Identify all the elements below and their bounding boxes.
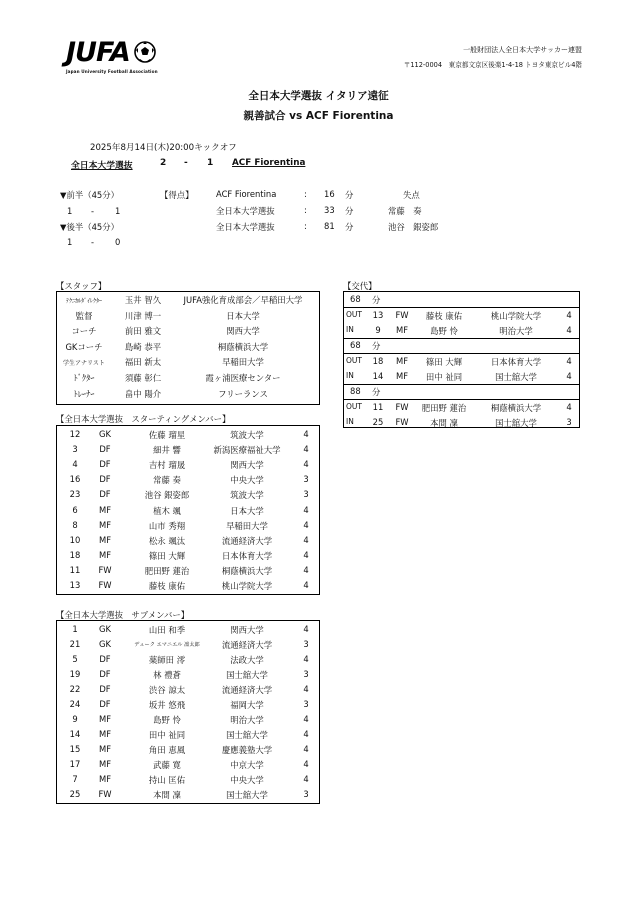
goal-team: 全日本大学選抜: [216, 206, 275, 216]
first-half-label: ▼前半（45分）: [60, 190, 119, 200]
home-score: 2: [160, 158, 167, 168]
sub-position: MF: [395, 371, 409, 381]
staff-name: 畠中 陽介: [124, 388, 162, 399]
sub-direction: IN: [346, 371, 354, 380]
player-name: 細井 響: [153, 445, 181, 456]
player-number: 25: [69, 789, 81, 799]
sub-player: 本間 凜: [430, 418, 458, 428]
sub-minute-unit: 分: [372, 295, 381, 305]
staff-org: 日本大学: [226, 310, 260, 321]
player-position: DF: [99, 474, 111, 485]
player-name: 植木 颯: [153, 505, 181, 516]
player-position: MF: [98, 519, 112, 530]
logo-wordmark: JUFA: [66, 37, 130, 68]
player-year: 4: [303, 534, 309, 545]
player-name: 本間 凜: [153, 790, 181, 800]
goal-minute: 33: [324, 205, 335, 215]
sub-direction: IN: [346, 417, 354, 426]
score-dash: -: [184, 158, 188, 168]
sub-direction: OUT: [346, 402, 362, 411]
home-team: 全日本大学選抜: [71, 161, 133, 171]
player-name: 田中 祉同: [148, 730, 186, 740]
page-title: 全日本大学選抜 イタリア遠征: [248, 90, 389, 102]
player-name: 松永 颯汰: [148, 535, 186, 546]
sub-number: 11: [372, 402, 384, 412]
sub-minute: 68: [350, 340, 361, 350]
goal-minute-unit: 分: [345, 190, 354, 200]
player-name: 持山 匡佑: [148, 775, 186, 785]
staff-role: 学生アナリスト: [63, 359, 105, 367]
player-number: 14: [69, 729, 81, 739]
player-position: MF: [98, 729, 112, 739]
player-year: 4: [303, 459, 309, 470]
player-number: 24: [69, 699, 81, 709]
staff-org: JUFA強化育成部会／早稲田大学: [183, 295, 303, 305]
bench-label: 【全日本大学選抜 サブメンバー】: [56, 610, 190, 620]
sub-player: 肥田野 蓮治: [421, 403, 467, 413]
player-name: デューク エマニエル 凛太郎: [134, 641, 200, 648]
staff-name: 島崎 恭平: [124, 341, 162, 352]
player-name: 池谷 銀姿郎: [144, 490, 190, 501]
sub-player: 島野 怜: [430, 326, 458, 336]
goal-minute: 16: [324, 189, 335, 199]
player-name: 篠田 大輝: [148, 550, 186, 561]
group-divider: [344, 384, 579, 385]
second-half-label: ▼後半（45分）: [60, 222, 119, 232]
org-address: 〒112-0004 東京都文京区後楽1-4-18 トヨタ東京ビル4階: [403, 61, 582, 69]
goal-minute: 81: [324, 221, 335, 231]
sub-year: 4: [566, 402, 572, 412]
first-half-home: 1: [67, 206, 73, 216]
player-number: 22: [69, 684, 81, 694]
player-year: 4: [303, 774, 309, 784]
player-university: 国士舘大学: [226, 670, 268, 680]
player-number: 9: [72, 714, 78, 724]
goal-minute-unit: 分: [345, 206, 354, 216]
sub-player: 田中 祉同: [425, 372, 463, 382]
player-year: 4: [303, 759, 309, 769]
sub-university: 日本体育大学: [490, 357, 542, 367]
first-half-dash: -: [91, 206, 95, 216]
sub-university: 桃山学院大学: [490, 311, 542, 321]
player-name: 佐藤 瑠星: [148, 430, 186, 440]
staff-name: 前田 雅文: [124, 326, 162, 337]
player-number: 10: [69, 534, 81, 545]
player-position: FW: [98, 580, 112, 590]
player-year: 4: [303, 714, 309, 724]
jufa-logo: [66, 38, 160, 78]
away-team: ACF Fiorentina: [232, 158, 306, 168]
soccer-ball-icon: [134, 41, 156, 63]
player-position: GK: [99, 429, 111, 439]
staff-org: フリーランス: [218, 388, 268, 399]
player-position: DF: [99, 459, 111, 470]
player-position: MF: [98, 534, 112, 545]
player-university: 新潟医療福祉大学: [213, 445, 281, 456]
sub-position: FW: [395, 310, 409, 320]
player-position: FW: [98, 564, 112, 575]
player-position: DF: [99, 444, 111, 455]
player-number: 15: [69, 744, 81, 754]
away-score: 1: [207, 158, 214, 168]
player-number: 6: [72, 504, 78, 515]
page-subtitle: 親善試合 vs ACF Fiorentina: [243, 110, 394, 122]
second-half-home: 1: [67, 237, 73, 247]
kickoff-datetime: 2025年8月14日(木)20:00キックオフ: [90, 143, 237, 153]
sub-direction: OUT: [346, 310, 362, 319]
goal-colon: :: [304, 205, 307, 215]
player-number: 7: [72, 774, 78, 784]
sub-year: 4: [566, 356, 572, 366]
group-header-divider: [344, 307, 579, 308]
player-number: 1: [72, 624, 78, 634]
goal-minute-unit: 分: [345, 222, 354, 232]
player-position: DF: [99, 684, 111, 694]
player-position: DF: [99, 654, 111, 664]
sub-position: FW: [395, 402, 409, 412]
player-university: 日本体育大学: [221, 550, 273, 561]
second-half-away: 0: [115, 237, 121, 247]
goal-scorer: 池谷 銀姿郎: [388, 222, 439, 232]
player-university: 関西大学: [230, 625, 264, 635]
player-university: 慶應義塾大学: [221, 745, 273, 755]
sub-number: 25: [372, 417, 384, 427]
player-number: 21: [69, 639, 81, 649]
player-year: 4: [303, 744, 309, 754]
player-university: 流通経済大学: [221, 640, 273, 650]
player-number: 12: [69, 429, 81, 439]
player-number: 17: [69, 759, 81, 769]
player-number: 19: [69, 669, 81, 679]
player-number: 13: [69, 580, 81, 590]
player-position: FW: [98, 789, 112, 799]
sub-number: 18: [372, 356, 384, 366]
player-name: 山市 秀翔: [148, 520, 186, 531]
staff-org: 関西大学: [226, 326, 260, 337]
starting-table: [56, 425, 320, 595]
player-university: 国士舘大学: [226, 730, 268, 740]
player-university: 中央大学: [230, 475, 264, 486]
second-half-dash: -: [91, 237, 95, 247]
subs-label: 【交代】: [343, 281, 377, 291]
sub-direction: OUT: [346, 356, 362, 365]
staff-org: 桐蔭横浜大学: [217, 341, 269, 352]
starting-label: 【全日本大学選抜 スターティングメンバー】: [56, 414, 231, 424]
player-number: 11: [69, 564, 81, 575]
sub-position: FW: [395, 417, 409, 427]
sub-year: 3: [566, 417, 572, 427]
player-number: 18: [69, 549, 81, 560]
staff-org: 霞ヶ浦医療センター: [205, 373, 281, 383]
player-year: 4: [303, 729, 309, 739]
player-university: 桃山学院大学: [221, 581, 273, 591]
player-university: 筑波大学: [230, 490, 264, 501]
player-number: 4: [72, 459, 78, 470]
sub-minute: 88: [350, 386, 361, 396]
player-university: 筑波大学: [230, 430, 264, 440]
staff-name: 福田 新太: [124, 357, 162, 368]
player-university: 日本大学: [230, 505, 264, 516]
goal-scorer: 常藤 奏: [388, 206, 422, 216]
player-position: DF: [99, 699, 111, 709]
staff-role: ﾄﾞｸﾀｰ: [73, 373, 95, 383]
staff-label: 【スタッフ】: [56, 281, 107, 291]
player-name: 薬師田 澪: [148, 655, 186, 665]
goal-colon: :: [304, 189, 307, 199]
sub-player: 篠田 大輝: [425, 357, 463, 367]
staff-role: ﾃｸﾆｶﾙﾀﾞｲﾚｸﾀｰ: [65, 297, 103, 305]
sub-university: 明治大学: [499, 326, 533, 336]
player-year: 4: [303, 504, 309, 515]
sub-direction: IN: [346, 325, 354, 334]
group-header-divider: [344, 353, 579, 354]
goal-team: 全日本大学選抜: [216, 222, 275, 232]
logo-subtitle: Japan University Football Association: [66, 69, 158, 74]
player-university: 流通経済大学: [221, 535, 273, 546]
player-year: 4: [303, 429, 309, 439]
sub-year: 4: [566, 310, 572, 320]
player-position: GK: [99, 624, 111, 634]
goals-label: 【得点】: [160, 190, 194, 200]
player-position: MF: [98, 549, 112, 560]
staff-org: 早稲田大学: [222, 357, 264, 368]
player-university: 関西大学: [230, 460, 264, 471]
player-name: 吉村 瑠晟: [148, 460, 186, 471]
sub-university: 国士舘大学: [495, 418, 537, 428]
player-name: 林 禮蒼: [153, 670, 181, 680]
player-university: 法政大学: [230, 655, 264, 665]
sub-minute-unit: 分: [372, 387, 381, 397]
staff-role: 監督: [75, 310, 93, 321]
sub-position: MF: [395, 356, 409, 366]
player-university: 中京大学: [230, 760, 264, 770]
subs-table: [343, 291, 580, 428]
player-university: 福岡大学: [230, 700, 264, 710]
player-name: 角田 恵風: [148, 745, 186, 755]
group-header-divider: [344, 399, 579, 400]
sub-number: 14: [372, 371, 384, 381]
sub-university: 国士舘大学: [495, 372, 537, 382]
sub-number: 13: [372, 310, 384, 320]
goal-colon: :: [304, 221, 307, 231]
player-year: 3: [303, 789, 309, 799]
player-name: 藤枝 康佑: [148, 581, 186, 591]
player-number: 16: [69, 474, 81, 485]
player-position: MF: [98, 759, 112, 769]
player-name: 常藤 奏: [153, 475, 181, 486]
player-name: 肥田野 蓮治: [144, 565, 190, 576]
player-name: 武藤 寛: [153, 760, 181, 770]
first-half-away: 1: [115, 206, 121, 216]
player-position: DF: [99, 489, 111, 500]
player-year: 4: [303, 519, 309, 530]
player-name: 島野 怜: [153, 715, 181, 725]
player-number: 23: [69, 489, 81, 500]
group-divider: [344, 338, 579, 339]
player-year: 4: [303, 684, 309, 694]
sub-university: 桐蔭横浜大学: [490, 403, 542, 413]
player-year: 4: [303, 444, 309, 455]
player-year: 4: [303, 564, 309, 575]
player-university: 国士舘大学: [226, 790, 268, 800]
sub-year: 4: [566, 325, 572, 335]
player-year: 4: [303, 549, 309, 560]
bench-table: [56, 620, 320, 804]
player-position: DF: [99, 669, 111, 679]
sub-player: 藤枝 康佑: [425, 311, 463, 321]
player-number: 3: [72, 444, 78, 455]
player-year: 3: [303, 489, 309, 500]
player-position: MF: [98, 774, 112, 784]
player-university: 明治大学: [230, 715, 264, 725]
player-position: MF: [98, 744, 112, 754]
player-year: 3: [303, 699, 309, 709]
player-university: 流通経済大学: [221, 685, 273, 695]
player-university: 桐蔭横浜大学: [221, 565, 273, 576]
player-university: 早稲田大学: [226, 520, 268, 531]
goal-team: ACF Fiorentina: [216, 189, 277, 199]
staff-name: 川津 博一: [124, 310, 162, 321]
player-year: 3: [303, 639, 309, 649]
player-name: 渋谷 諒太: [148, 685, 186, 695]
concede-label: 失点: [403, 190, 420, 200]
player-year: 4: [303, 654, 309, 664]
org-name: 一般財団法人全日本大学サッカー連盟: [463, 46, 582, 54]
staff-name: 玉井 智久: [124, 295, 162, 305]
player-year: 4: [303, 580, 309, 590]
staff-name: 須藤 彰仁: [124, 373, 162, 383]
staff-role: ﾄﾚｰﾅｰ: [73, 388, 95, 399]
sub-number: 9: [375, 325, 381, 335]
player-position: GK: [99, 639, 111, 649]
sub-minute: 68: [350, 294, 361, 304]
player-year: 3: [303, 669, 309, 679]
sub-minute-unit: 分: [372, 341, 381, 351]
player-position: MF: [98, 714, 112, 724]
player-name: 坂井 悠飛: [148, 700, 186, 710]
player-position: MF: [98, 504, 112, 515]
staff-role: コーチ: [71, 326, 97, 337]
player-university: 中央大学: [230, 775, 264, 785]
player-number: 8: [72, 519, 78, 530]
staff-role: GKコーチ: [65, 341, 103, 352]
player-name: 山田 和季: [148, 625, 186, 635]
staff-table: [56, 291, 320, 405]
sub-position: MF: [395, 325, 409, 335]
sub-year: 4: [566, 371, 572, 381]
player-year: 4: [303, 624, 309, 634]
player-year: 3: [303, 474, 309, 485]
player-number: 5: [72, 654, 78, 664]
